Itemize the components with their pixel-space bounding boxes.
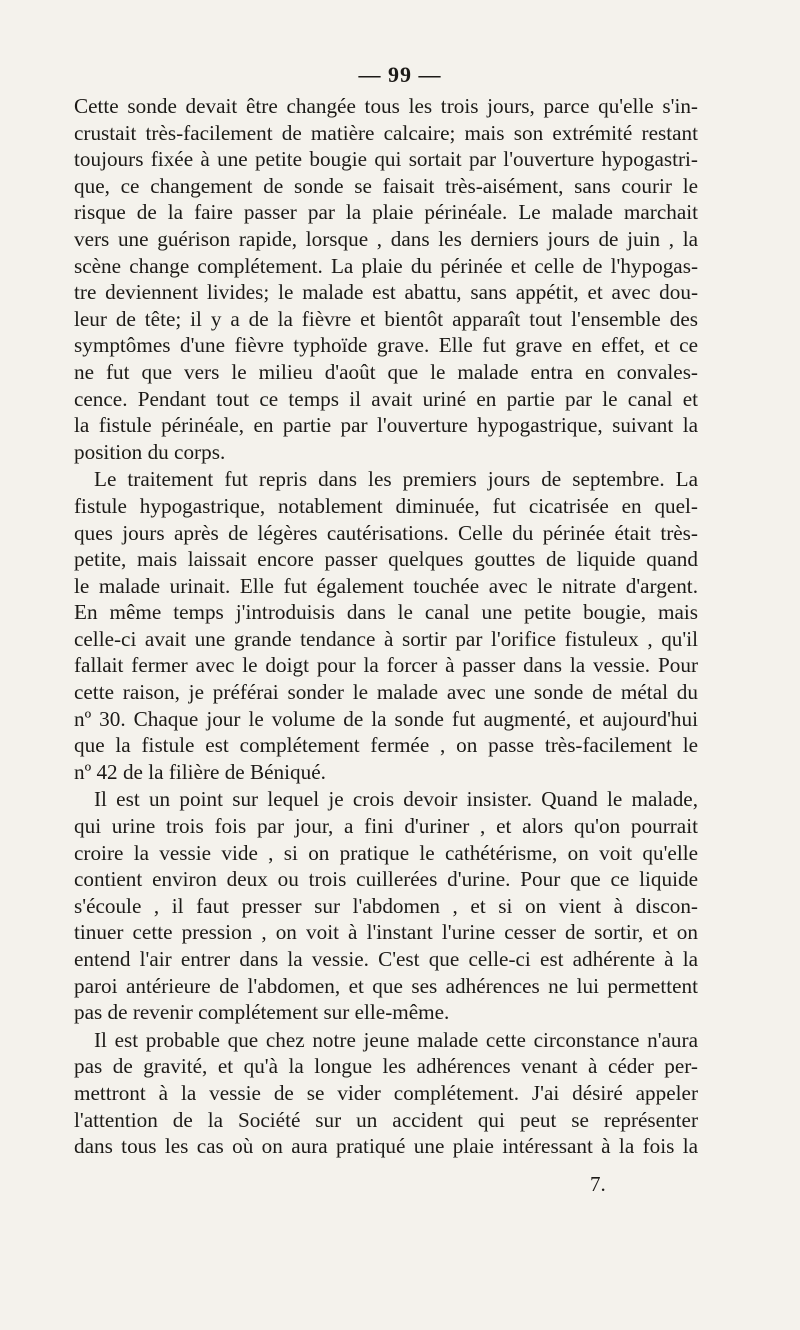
- body-text: [74, 93, 698, 1161]
- text-line: entend l'air entrer dans la vessie. C'est que celle-ci est adhérente à la: [74, 947, 698, 971]
- text-line: nº 42 de la filière de Béniqué.: [74, 759, 326, 784]
- text-line: cette raison, je préférai sonder le malade avec une sonde de métal du: [74, 680, 698, 705]
- text-line: position du corps.: [74, 439, 226, 464]
- text-line: ques jours après de légères cautérisations. Celle du périnée était très-: [74, 520, 698, 545]
- text-line: En même temps j'introduisis dans le canal une petite bougie, mais: [74, 600, 698, 625]
- text-line: fistule hypogastrique, notablement diminuée, fut cicatrisée en quel-: [74, 493, 698, 518]
- text-line: toujours fixée à une petite bougie qui sortait par l'ouverture hypogastri-: [74, 147, 698, 172]
- text-line: symptômes d'une fièvre typhoïde grave. Elle fut grave en effet, et ce: [74, 333, 698, 358]
- page-number-header: [0, 62, 800, 88]
- text-line: dans tous les cas où on aura pratiqué une plaie intéressant à la fois la: [74, 1134, 698, 1159]
- text-line: croire la vessie vide , si on pratique le cathétérisme, on voit qu'elle: [74, 840, 698, 865]
- text-line: scène change complétement. La plaie du périnée et celle de l'hypogas-: [74, 253, 698, 278]
- text-line: nº 30. Chaque jour le volume de la sonde fut augmenté, et aujourd'hui: [74, 706, 698, 731]
- text-line: Cette sonde devait être changée tous les trois jours, parce qu'elle s'in-: [74, 94, 698, 118]
- paragraph: [74, 93, 698, 465]
- signature-mark: 7.: [590, 1172, 606, 1196]
- text-line: risque de la faire passer par la plaie périnéale. Le malade marchait: [74, 200, 698, 225]
- text-line: mettront à la vessie de se vider complétement. J'ai désiré appeler: [74, 1080, 698, 1105]
- text-line: la fistule périnéale, en partie par l'ouverture hypogastrique, suivant la: [74, 413, 698, 438]
- text-line: s'écoule , il faut presser sur l'abdomen , et si on vient à discon-: [74, 893, 698, 918]
- text-line: vers une guérison rapide, lorsque , dans les derniers jours de juin , la: [74, 226, 698, 251]
- text-line: Il est probable que chez notre jeune malade cette circonstance n'aura: [94, 1027, 698, 1052]
- text-line: paroi antérieure de l'abdomen, et que ses adhérences ne lui permettent: [74, 973, 698, 998]
- text-line: que, ce changement de sonde se faisait très-aisément, sans courir le: [74, 173, 698, 198]
- text-line: pas de gravité, et qu'à la longue les adhérences venant à céder per-: [74, 1054, 698, 1079]
- text-line: tre deviennent livides; le malade est abattu, sans appétit, et avec dou-: [74, 280, 698, 305]
- text-line: celle-ci avait une grande tendance à sortir par l'orifice fistuleux , qu'il: [74, 626, 698, 651]
- paragraph: [74, 466, 698, 785]
- text-line: pas de revenir complétement sur elle-même.: [74, 1000, 450, 1025]
- text-line: crustait très-facilement de matière calcaire; mais son extrémité restant: [74, 120, 698, 145]
- text-line: Le traitement fut repris dans les premiers jours de septembre. La: [94, 467, 698, 492]
- text-line: cence. Pendant tout ce temps il avait uriné en partie par le canal et: [74, 386, 698, 411]
- text-line: petite, mais laissait encore passer quelques gouttes de liquide quand: [74, 547, 698, 572]
- text-line: contient environ deux ou trois cuillerées d'urine. Pour que ce liquide: [74, 867, 698, 892]
- text-line: tinuer cette pression , on voit à l'instant l'urine cesser de sortir, et on: [74, 920, 698, 945]
- text-line: qui urine trois fois par jour, a fini d'uriner , et alors qu'on pourrait: [74, 814, 698, 839]
- text-line: l'attention de la Société sur un accident qui peut se représenter: [74, 1107, 698, 1132]
- text-line: ne fut que vers le milieu d'août que le malade entra en convales-: [74, 359, 698, 384]
- text-line: que la fistule est complétement fermée , on passe très-facilement le: [74, 733, 698, 758]
- text-line: le malade urinait. Elle fut également touchée avec le nitrate d'argent.: [74, 573, 698, 598]
- paragraph: [74, 1027, 698, 1160]
- text-line: Il est un point sur lequel je crois devoir insister. Quand le malade,: [94, 787, 698, 812]
- page-number: — 99 —: [358, 62, 442, 87]
- text-line: leur de tête; il y a de la fièvre et bientôt apparaît tout l'ensemble des: [74, 306, 698, 331]
- text-line: fallait fermer avec le doigt pour la forcer à passer dans la vessie. Pour: [74, 653, 698, 678]
- paragraph: [74, 786, 698, 1025]
